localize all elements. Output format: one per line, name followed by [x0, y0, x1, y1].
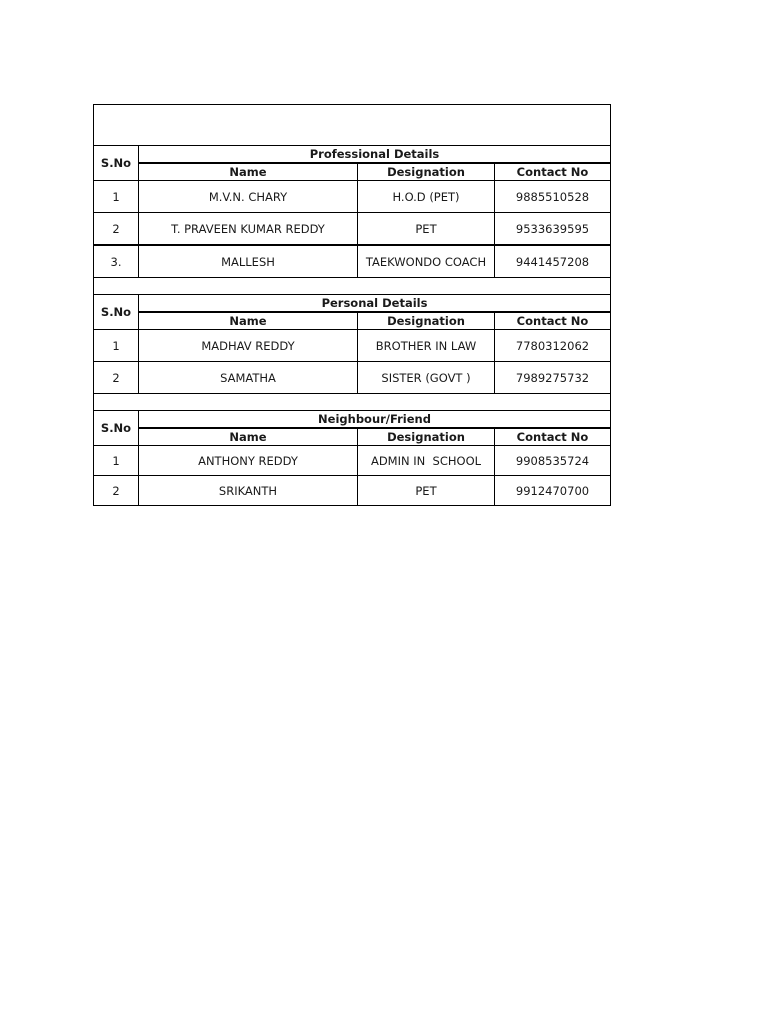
contact-cell: 7780312062 — [495, 330, 611, 362]
table-row — [94, 213, 611, 246]
sno-header: S.No — [94, 146, 139, 181]
designation-cell: H.O.D (PET) — [358, 181, 495, 213]
name-cell: MADHAV REDDY — [139, 330, 358, 362]
designation-cell: SISTER (GOVT ) — [358, 362, 495, 394]
name-cell: ANTHONY REDDY — [139, 446, 358, 476]
contact-cell: 9885510528 — [495, 181, 611, 213]
name-header: Name — [139, 163, 358, 181]
contact-header: Contact No — [495, 312, 611, 330]
sno-cell: 2 — [94, 476, 139, 506]
table-header-blank — [94, 105, 611, 146]
section-title-neighbour: Neighbour/Friend — [139, 411, 611, 429]
name-cell: MALLESH — [139, 245, 358, 278]
section-spacer — [94, 278, 611, 295]
contact-cell: 7989275732 — [495, 362, 611, 394]
designation-cell: BROTHER IN LAW — [358, 330, 495, 362]
table-row — [94, 245, 611, 278]
contact-header: Contact No — [495, 163, 611, 181]
sno-cell: 1 — [94, 330, 139, 362]
references-table — [93, 104, 611, 506]
contact-header: Contact No — [495, 428, 611, 446]
contact-cell: 9533639595 — [495, 213, 611, 246]
contact-cell: 9908535724 — [495, 446, 611, 476]
sno-cell: 3. — [94, 245, 139, 278]
table-row — [94, 446, 611, 476]
name-cell: T. PRAVEEN KUMAR REDDY — [139, 213, 358, 246]
contact-cell: 9441457208 — [495, 245, 611, 278]
table-row — [94, 181, 611, 213]
sno-cell: 2 — [94, 213, 139, 246]
designation-header: Designation — [358, 312, 495, 330]
name-cell: SAMATHA — [139, 362, 358, 394]
designation-cell: PET — [358, 213, 495, 246]
designation-cell: TAEKWONDO COACH — [358, 245, 495, 278]
sno-cell: 1 — [94, 181, 139, 213]
table-row — [94, 476, 611, 506]
name-cell: SRIKANTH — [139, 476, 358, 506]
name-header: Name — [139, 312, 358, 330]
section-spacer — [94, 394, 611, 411]
contact-cell: 9912470700 — [495, 476, 611, 506]
designation-cell: ADMIN IN SCHOOL — [358, 446, 495, 476]
designation-header: Designation — [358, 428, 495, 446]
sno-header: S.No — [94, 411, 139, 446]
section-title-personal: Personal Details — [139, 295, 611, 313]
sno-cell: 1 — [94, 446, 139, 476]
sno-cell: 2 — [94, 362, 139, 394]
designation-header: Designation — [358, 163, 495, 181]
sno-header: S.No — [94, 295, 139, 330]
name-header: Name — [139, 428, 358, 446]
table-row — [94, 330, 611, 362]
section-title-professional: Professional Details — [139, 146, 611, 164]
table-row — [94, 362, 611, 394]
designation-cell: PET — [358, 476, 495, 506]
name-cell: M.V.N. CHARY — [139, 181, 358, 213]
